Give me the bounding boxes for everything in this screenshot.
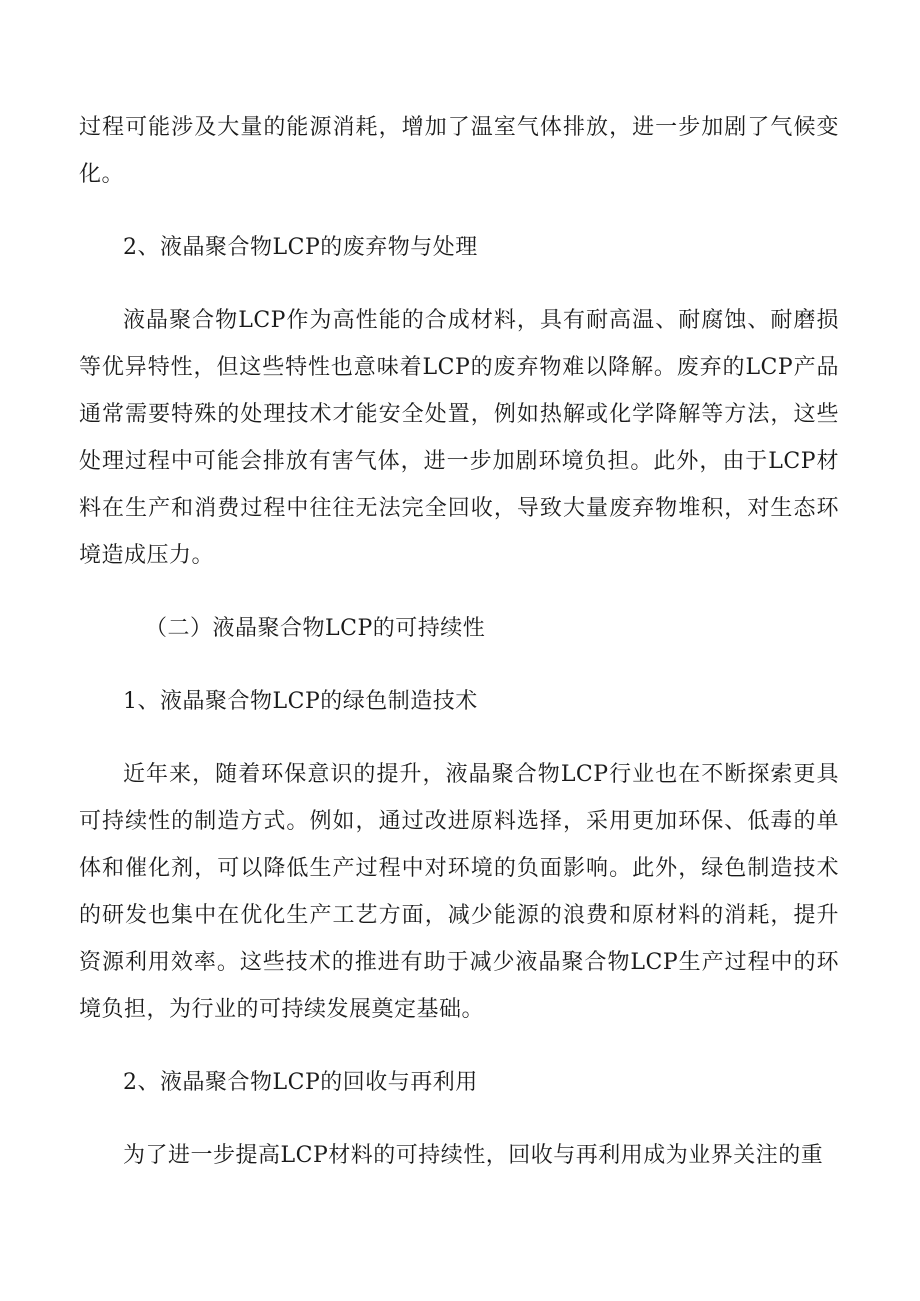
paragraph-gap	[79, 1106, 839, 1132]
paragraph-green-manufacturing: 近年来，随着环保意识的提升，液晶聚合物LCP行业也在不断探索更具可持续性的制造方式。例如，通过改进原料选择，采用更加环保、低毒的单体和催化剂，可以降低生产过程中对环境的负面影响。此外，绿色制造技术的研发也集中在优化生产工艺方面，减少能源的浪费和原材料的消耗，提升资源利用效率。这些技术的推进有助于减少液晶聚合物LCP生产过程中的环境负担，为行业的可持续发展奠定基础。	[79, 762, 839, 1022]
paragraph-waste-disposal: 液晶聚合物LCP作为高性能的合成材料，具有耐高温、耐腐蚀、耐磨损等优异特性，但这些特性也意味着LCP的废弃物难以降解。废弃的LCP产品通常需要特殊的处理技术才能安全处置，例如热解或化学降解等方法，这些处理过程中可能会排放有害气体，进一步加剧环境负担。此外，由于LCP材料在生产和消费过程中往往无法完全回收，导致大量废弃物堆积，对生态环境造成压力。	[79, 308, 839, 568]
paragraph-gap	[79, 579, 839, 605]
paragraph-recycling: 为了进一步提高LCP材料的可持续性，回收与再利用成为业界关注的重	[123, 1143, 824, 1168]
paragraph-continued: 过程可能涉及大量的能源消耗，增加了温室气体排放，进一步加剧了气候变化。	[79, 115, 839, 187]
section-heading-green-manufacturing: 1、液晶聚合物LCP的绿色制造技术	[123, 689, 478, 714]
paragraph-gap	[79, 271, 839, 297]
chapter-heading-sustainability: （二）液晶聚合物LCP的可持续性	[145, 616, 486, 641]
paragraph-gap	[79, 198, 839, 224]
paragraph-gap	[79, 725, 839, 751]
document-body	[79, 104, 839, 1179]
section-heading-waste-disposal: 2、液晶聚合物LCP的废弃物与处理	[123, 235, 478, 260]
paragraph-gap	[79, 652, 839, 678]
paragraph-gap	[79, 1033, 839, 1059]
section-heading-recycling: 2、液晶聚合物LCP的回收与再利用	[123, 1070, 478, 1095]
